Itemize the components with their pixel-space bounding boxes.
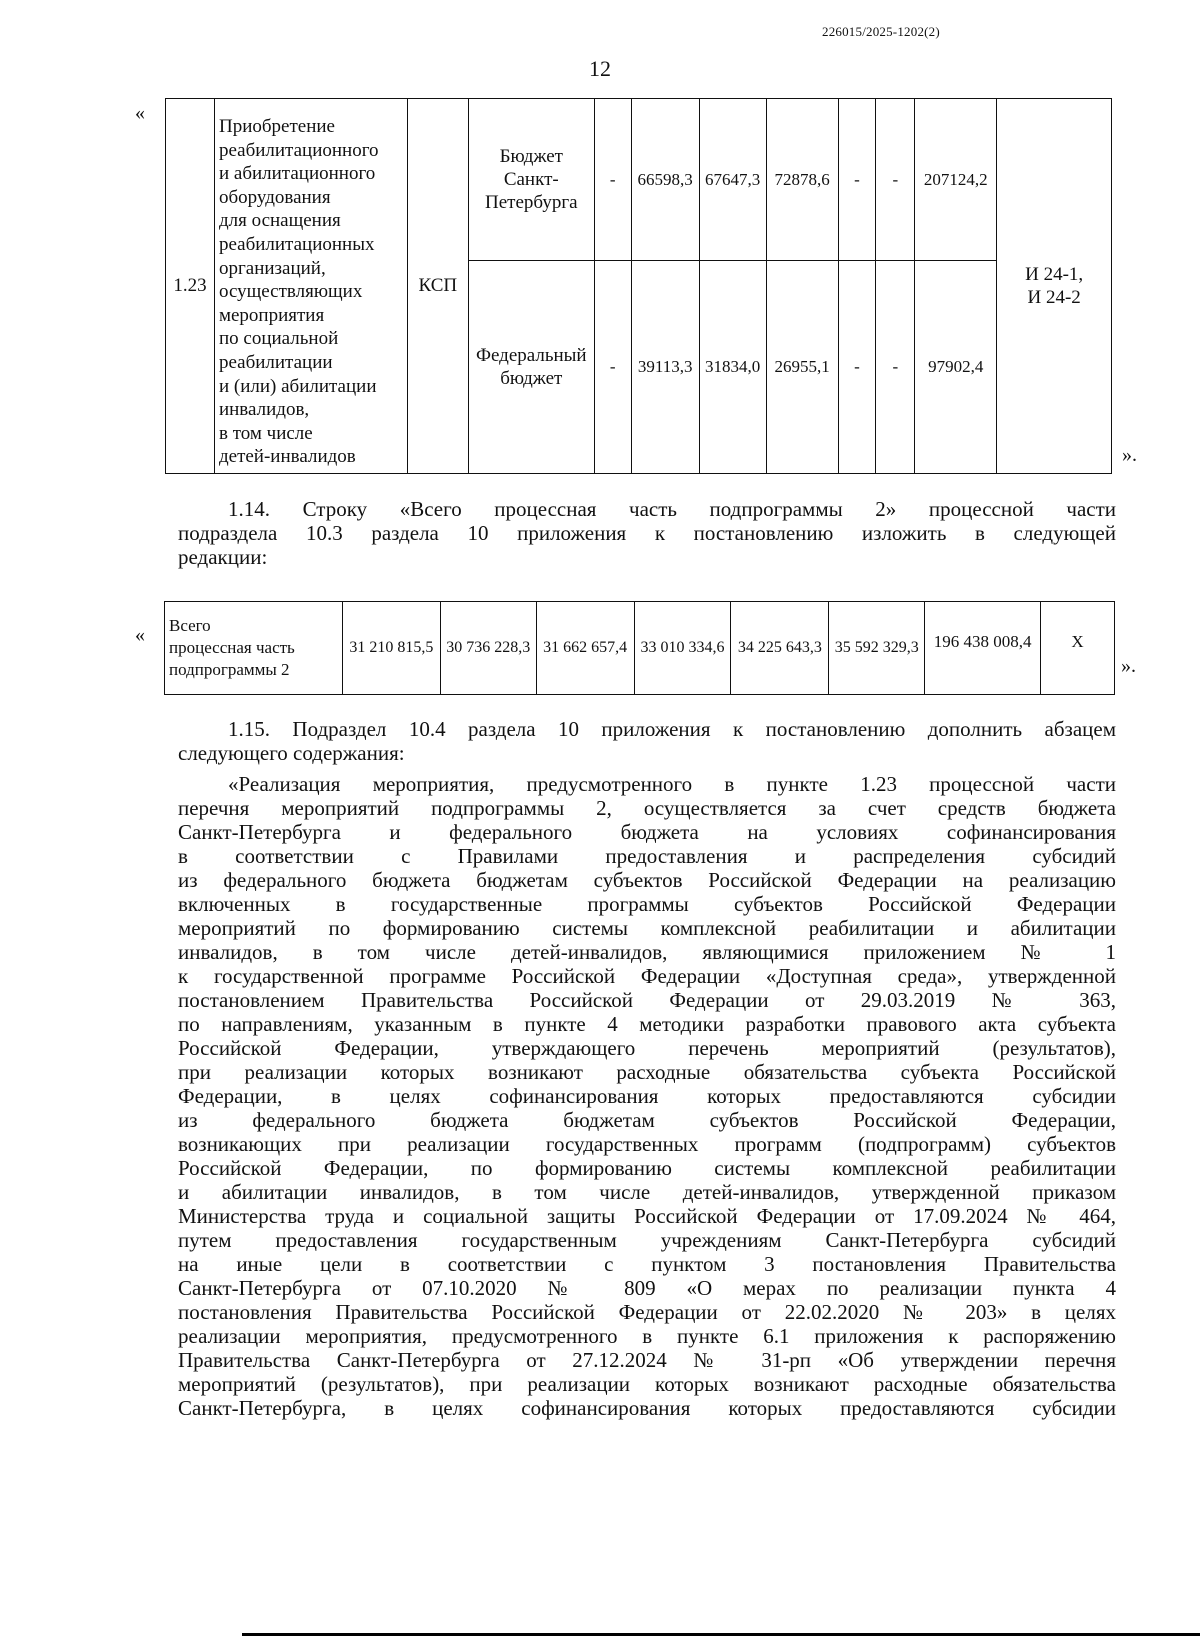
text-line: из федерального бюджета бюджетам субъектов Российской Федерации на реализацию [178, 868, 1116, 892]
text-line: Российской Федерации, утверждающего перечень мероприятий (результатов), [178, 1036, 1116, 1060]
page-number: 12 [589, 56, 611, 81]
measure-name-line: оборудования [218, 186, 331, 208]
row-number: 1.23 [166, 99, 215, 474]
value-cell: 66598,3 [631, 99, 699, 261]
value-cell: 31 662 657,4 [536, 602, 634, 695]
table1-close-quote: ». [1122, 444, 1137, 466]
value-cell: 72878,6 [766, 99, 838, 261]
text-line: к государственной программе Российской Федерации «Доступная среда», утвержденной [178, 964, 1116, 988]
text-line: возникающих при реализации государственных программ (подпрограмм) субъектов [178, 1132, 1116, 1156]
text-line: Санкт-Петербурга от 07.10.2020 № 809 «О мерах по реализации пункта 4 [178, 1276, 1116, 1300]
measure-name-line: реабилитационных [218, 234, 375, 256]
source-line: Бюджет [499, 146, 563, 167]
measure-name [214, 99, 407, 474]
indicator-cell: Х [1041, 602, 1115, 695]
funding-source [468, 261, 594, 474]
value-cell: 35 592 329,3 [829, 602, 925, 695]
measure-name-line: осуществляющих [218, 281, 363, 303]
text-line: редакции: [178, 545, 268, 569]
value-cell: - [838, 261, 876, 474]
text-line: постановления Правительства Российской Федерации от 22.02.2020 № 203» в целях [178, 1300, 1116, 1324]
total-label-line: процессная часть [169, 638, 295, 657]
measure-name-line: реабилитационного [218, 139, 379, 161]
text-line: и абилитации инвалидов, в том числе детей-инвалидов, утвержденной приказом [178, 1180, 1116, 1204]
total-cell: 207124,2 [915, 99, 997, 261]
body-paragraph [178, 772, 1116, 1420]
measure-name-line: детей-инвалидов [218, 446, 356, 468]
text-line: 1.14. Строку «Всего процессная часть подпрограммы 2» процессной части [228, 497, 1116, 521]
measure-name-line: и абилитационного [218, 163, 376, 185]
value-cell: 67647,3 [699, 99, 766, 261]
value-cell: - [594, 99, 631, 261]
paragraph-1-15 [178, 717, 1116, 765]
text-line: 1.15. Подраздел 10.4 раздела 10 приложения к постановлению дополнить абзацем [228, 717, 1116, 741]
value-cell: - [876, 261, 915, 474]
measure-name-line: для оснащения [218, 210, 341, 232]
source-line: Федеральный [475, 345, 587, 366]
text-line: инвалидов, в том числе детей-инвалидов, являющимися приложением № 1 [178, 940, 1116, 964]
value-cell: - [594, 261, 631, 474]
indicator-line: И 24-2 [1027, 287, 1081, 308]
funding-source [468, 99, 594, 261]
value-cell: 34 225 643,3 [731, 602, 829, 695]
measure-name-line: мероприятия [218, 304, 325, 326]
source-line: Санкт- [503, 169, 559, 190]
text-line: постановлением Правительства Российской Федерации от 29.03.2019 № 363, [178, 988, 1116, 1012]
scan-edge-line [242, 1633, 1200, 1636]
value-cell: 33 010 334,6 [634, 602, 731, 695]
value-cell: 31 210 815,5 [342, 602, 440, 695]
text-line: Федерации, в целях софинансирования которых предоставляются субсидии [178, 1084, 1116, 1108]
text-line: Санкт-Петербурга и федерального бюджета на условиях софинансирования [178, 820, 1116, 844]
paragraph-1-14 [178, 497, 1116, 569]
value-cell: 31834,0 [699, 261, 766, 474]
table2-open-quote: « [135, 624, 145, 646]
text-line: Российской Федерации, по формированию системы комплексной реабилитации [178, 1156, 1116, 1180]
measure-name-line: организаций, [218, 257, 326, 279]
value-cell: - [876, 99, 915, 261]
value-cell: 39113,3 [631, 261, 699, 474]
document-number: 226015/2025-1202(2) [822, 24, 940, 39]
indicators [997, 99, 1112, 474]
measures-table [165, 98, 1112, 474]
executor: КСП [407, 99, 468, 474]
measure-name-line: реабилитации [218, 352, 333, 374]
total-table [164, 601, 1115, 695]
value-cell: 26955,1 [766, 261, 838, 474]
measure-name-line: в том числе [218, 422, 313, 444]
total-label-line: Всего [169, 616, 211, 635]
text-line: перечня мероприятий подпрограммы 2, осуществляется за счет средств бюджета [178, 796, 1116, 820]
source-line: бюджет [500, 368, 563, 389]
text-line: мероприятий (результатов), при реализации которых возникают расходные обязательства [178, 1372, 1116, 1396]
text-line: Правительства Санкт-Петербурга от 27.12.2024 № 31-рп «Об утверждении перечня [178, 1348, 1116, 1372]
text-line: мероприятий по формированию системы комплексной реабилитации и абилитации [178, 916, 1116, 940]
measure-name-line: по социальной [218, 328, 339, 350]
text-line: в соответствии с Правилами предоставления и распределения субсидий [178, 844, 1116, 868]
total-cell: 196 438 008,4 [925, 602, 1041, 695]
source-line: Петербурга [485, 192, 578, 213]
text-line: по направлениям, указанным в пункте 4 методики разработки правового акта субъекта [178, 1012, 1116, 1036]
total-cell: 97902,4 [915, 261, 997, 474]
table1-open-quote: « [135, 102, 145, 124]
value-cell: 30 736 228,3 [440, 602, 536, 695]
value-cell: - [838, 99, 876, 261]
text-line: Министерства труда и социальной защиты Российской Федерации от 17.09.2024 № 464, [178, 1204, 1116, 1228]
table2-close-quote: ». [1121, 655, 1136, 677]
text-line: путем предоставления государственным учреждениям Санкт-Петербурга субсидий [178, 1228, 1116, 1252]
total-label [165, 602, 343, 695]
text-line: Санкт-Петербурга, в целях софинансирования которых предоставляются субсидии [178, 1396, 1116, 1420]
text-line: при реализации которых возникают расходные обязательства субъекта Российской [178, 1060, 1116, 1084]
measure-name-line: инвалидов, [218, 399, 310, 421]
text-line: включенных в государственные программы субъектов Российской Федерации [178, 892, 1116, 916]
measure-name-line: и (или) абилитации [218, 375, 377, 397]
text-line: следующего содержания: [178, 741, 405, 765]
text-line: на иные цели в соответствии с пунктом 3 постановления Правительства [178, 1252, 1116, 1276]
text-line: «Реализация мероприятия, предусмотренного в пункте 1.23 процессной части [228, 772, 1116, 796]
measure-name-line: Приобретение [218, 116, 335, 138]
indicator-line: И 24-1, [1025, 264, 1084, 285]
text-line: из федерального бюджета бюджетам субъектов Российской Федерации, [178, 1108, 1116, 1132]
text-line: реализации мероприятия, предусмотренного в пункте 6.1 приложения к распоряжению [178, 1324, 1116, 1348]
text-line: подраздела 10.3 раздела 10 приложения к постановлению изложить в следующей [178, 521, 1116, 545]
total-label-line: подпрограммы 2 [169, 660, 290, 679]
